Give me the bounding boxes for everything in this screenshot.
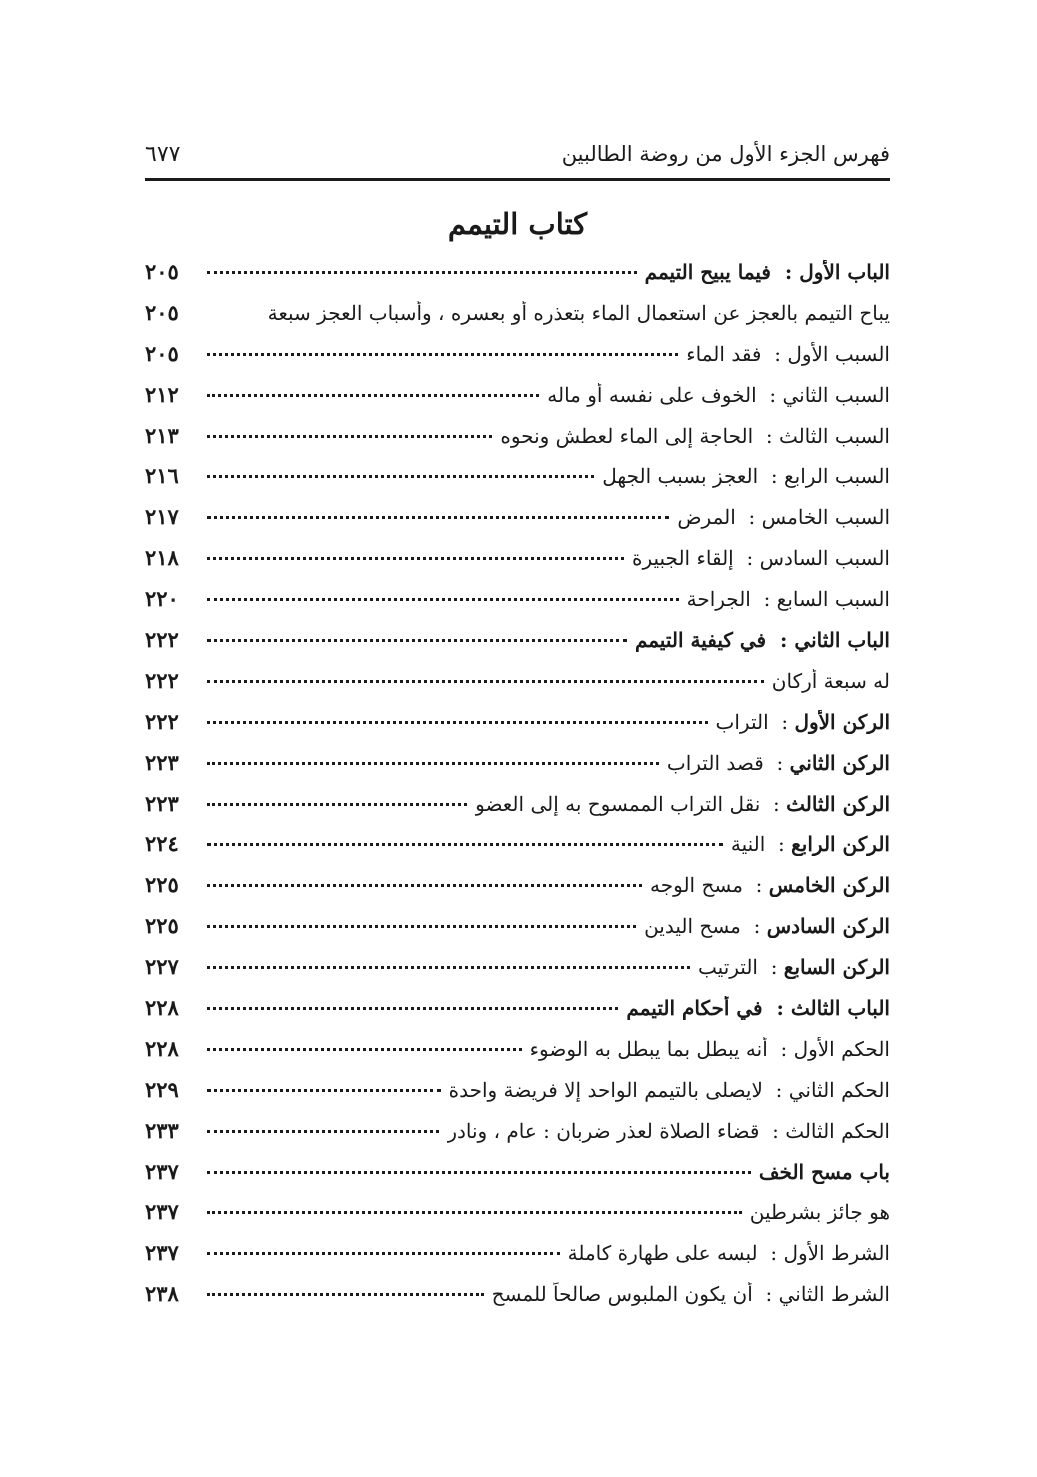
toc-entry-head: الحكم الأول (793, 1036, 890, 1061)
toc-entry-page: ٢٢٨ (145, 1035, 179, 1061)
toc-entry-separator: : (753, 423, 779, 448)
dot-leader (207, 925, 636, 928)
toc-entry-head: السبب الثالث (778, 423, 890, 448)
toc-entry-title (750, 1200, 890, 1224)
toc-entry (145, 586, 890, 627)
toc-entry-text: النية (730, 832, 766, 857)
toc-entry-page: ٢١٦ (145, 463, 179, 489)
dot-leader (207, 1007, 618, 1010)
toc-entry-title (687, 587, 890, 611)
toc-entry (145, 463, 890, 504)
toc-entry (145, 750, 890, 791)
page-number: ٦٧٧ (145, 142, 181, 167)
toc-entry-separator: : (766, 628, 795, 653)
dot-leader (207, 1089, 441, 1092)
toc-entry-title (268, 301, 890, 325)
toc-entry (145, 1240, 890, 1281)
toc-entry-title (500, 424, 890, 448)
toc-entry (145, 913, 890, 954)
running-header-title: فهرس الجزء الأول من روضة الطالبين (561, 142, 890, 166)
toc-entry-title (686, 342, 890, 366)
toc-entry-head: السبب الخامس (761, 505, 890, 530)
dot-leader (207, 598, 679, 601)
toc-entry-text: باب مسح الخف (758, 1159, 890, 1184)
toc-entry-text: أن يكون الملبوس صالحاً للمسح (491, 1282, 753, 1307)
toc-entry-title (449, 1078, 890, 1102)
toc-entry-text: مسح اليدين (644, 914, 741, 939)
toc-entry-separator: : (762, 1077, 789, 1102)
dot-leader (207, 966, 690, 969)
toc-entry-separator: : (767, 1036, 794, 1061)
toc-entry-separator: : (770, 260, 800, 284)
toc-entry-separator: : (757, 1241, 784, 1266)
toc-entry-head: السبب السادس (759, 546, 890, 571)
dot-leader (207, 435, 492, 438)
toc-entry-title (772, 669, 890, 693)
toc-entry (145, 504, 890, 545)
toc-entry (145, 1281, 890, 1322)
toc-entry-title (547, 383, 890, 407)
book-title: كتاب التيمم (447, 207, 588, 241)
toc-entry-page: ٢١٧ (145, 504, 179, 530)
toc-entry-head: السبب الثاني (782, 382, 890, 407)
toc-entry-text: إلقاء الجبيرة (631, 546, 734, 571)
toc-entry-separator: : (750, 587, 777, 612)
toc-entry-title (650, 873, 890, 897)
toc-entry (145, 341, 890, 382)
toc-entry-page: ٢٢٠ (145, 586, 179, 612)
toc-entry-separator: : (733, 546, 760, 571)
toc-entry-title (635, 628, 890, 652)
toc-entry (145, 1077, 890, 1118)
toc-entry (145, 872, 890, 913)
toc-entry-page: ٢٣٨ (145, 1281, 179, 1307)
toc-entry-page: ٢٣٧ (145, 1199, 179, 1225)
toc-entry (145, 954, 890, 995)
toc-entry-head: الركن الثاني (789, 750, 890, 775)
table-of-contents (145, 259, 890, 1322)
toc-entry-title (645, 260, 890, 284)
toc-entry (145, 300, 890, 341)
toc-entry (145, 545, 890, 586)
toc-entry-separator: : (752, 1282, 779, 1307)
toc-entry-page: ٢٠٥ (145, 259, 179, 284)
toc-entry-title (667, 751, 890, 775)
toc-entry (145, 423, 890, 464)
toc-entry-separator: : (759, 1118, 786, 1143)
dot-leader (207, 1130, 439, 1133)
toc-entry-page: ٢٢٢ (145, 667, 179, 693)
toc-entry (145, 831, 890, 872)
toc-entry-text: الجراحة (686, 587, 751, 612)
toc-entry-title (644, 914, 890, 938)
toc-entry-page: ٢٢٣ (145, 790, 179, 816)
toc-entry-head: السبب الرابع (784, 464, 890, 489)
toc-entry-separator: : (765, 832, 792, 857)
toc-entry-title (447, 1119, 890, 1143)
toc-entry-text: هو جائز بشرطين (749, 1200, 890, 1225)
dot-leader (207, 557, 624, 560)
dot-leader (207, 680, 764, 683)
toc-entry-text: لايصلى بالتيمم الواحد إلا فريضة واحدة (448, 1077, 763, 1102)
toc-entry-head: الركن الثالث (786, 791, 890, 816)
toc-entry-head: الركن السادس (766, 914, 890, 939)
toc-entry-text: العجز بسبب الجهل (602, 464, 759, 489)
toc-entry (145, 668, 890, 709)
toc-entry-head: الباب الأول (799, 260, 890, 284)
toc-entry-page: ٢٢٣ (145, 749, 179, 775)
toc-entry (145, 1118, 890, 1159)
toc-entry-page: ٢٣٧ (145, 1158, 179, 1184)
dot-leader (207, 803, 467, 806)
toc-entry-title (626, 996, 890, 1020)
toc-entry-page: ٢١٨ (145, 545, 179, 571)
toc-entry-text: فقد الماء (686, 341, 762, 366)
toc-entry-text: فيما يبيح التيمم (644, 260, 771, 284)
dot-leader (207, 475, 594, 478)
toc-entry-text: أنه يبطل بما يبطل به الوضوء (529, 1036, 768, 1061)
toc-entry-text: له سبعة أركان (771, 668, 890, 693)
toc-entry-text: يباح التيمم بالعجز عن استعمال الماء بتعذره أو بعسره ، وأسباب العجز سبعة (267, 300, 890, 325)
dot-leader (207, 1211, 742, 1214)
toc-entry (145, 791, 890, 832)
toc-entry-text: قضاء الصلاة لعذر ضربان : عام ، ونادر (447, 1118, 760, 1143)
toc-entry-text: لبسه على طهارة كاملة (567, 1241, 758, 1266)
toc-entry-page: ٢٢٢ (145, 627, 179, 653)
toc-entry (145, 995, 890, 1036)
toc-entry-title (568, 1241, 890, 1265)
dot-leader (207, 516, 669, 519)
running-header (145, 138, 890, 178)
toc-entry-text: الخوف على نفسه أو ماله (547, 382, 757, 407)
toc-entry-title (731, 832, 890, 856)
dot-leader (207, 1048, 522, 1051)
toc-entry-separator: : (735, 505, 762, 530)
toc-entry-title (677, 505, 890, 529)
toc-entry-page: ٢٣٧ (145, 1240, 179, 1266)
toc-entry-head: الحكم الثالث (785, 1118, 890, 1143)
toc-entry-head: الركن الرابع (791, 832, 890, 857)
dot-leader (207, 721, 708, 724)
toc-entry-page: ٢٠٥ (145, 340, 179, 366)
toc-entry-separator: : (761, 341, 788, 366)
toc-entry-head: السبب الأول (787, 341, 890, 366)
toc-entry-title (530, 1037, 890, 1061)
toc-entry-title (759, 1160, 890, 1184)
toc-entry-separator: : (760, 791, 787, 816)
toc-entry (145, 1199, 890, 1240)
toc-entry-separator: : (758, 464, 785, 489)
toc-entry-title (602, 464, 890, 488)
toc-entry-page: ٢٢٤ (145, 831, 179, 857)
dot-leader (207, 1171, 751, 1174)
toc-entry-text: التراب (715, 709, 769, 734)
toc-entry-head: الركن السابع (783, 955, 890, 980)
toc-entry-page: ٢٢٧ (145, 954, 179, 980)
toc-entry-title (698, 955, 890, 979)
toc-entry (145, 1036, 890, 1077)
toc-entry-text: الحاجة إلى الماء لعطش ونحوه (500, 423, 754, 448)
toc-entry-separator: : (740, 914, 767, 939)
toc-entry-separator: : (762, 996, 791, 1021)
dot-leader (207, 1252, 560, 1255)
toc-entry-separator: : (742, 873, 769, 898)
toc-entry-page: ٢٢٢ (145, 708, 179, 734)
toc-entry-text: قصد التراب (666, 750, 764, 775)
header-rule (145, 178, 890, 181)
dot-leader (207, 271, 637, 274)
toc-entry-text: في كيفية التيمم (634, 628, 767, 653)
dot-leader (207, 353, 678, 356)
toc-entry-page: ٢٢٥ (145, 913, 179, 939)
toc-entry-title (492, 1282, 890, 1306)
toc-entry-text: الترتيب (698, 955, 758, 980)
toc-entry-title (475, 792, 890, 816)
toc-entry (145, 709, 890, 750)
dot-leader (207, 1293, 484, 1296)
toc-entry-page: ٢٢٨ (145, 995, 179, 1021)
toc-entry-separator: : (768, 709, 795, 734)
toc-entry-head: الشرط الثاني (778, 1282, 890, 1307)
toc-entry-separator: : (756, 382, 783, 407)
toc-entry-separator: : (763, 750, 790, 775)
dot-leader (207, 843, 723, 846)
toc-entry-head: السبب السابع (776, 587, 890, 612)
dot-leader (207, 639, 627, 642)
toc-entry-head: الباب الثالث (790, 996, 890, 1021)
toc-entry-title (716, 710, 890, 734)
toc-entry-head: الحكم الثاني (788, 1077, 890, 1102)
toc-entry-title (632, 546, 890, 570)
toc-entry-page: ٢٢٩ (145, 1076, 179, 1102)
toc-entry (145, 1159, 890, 1200)
toc-entry-page: ٢١٣ (145, 422, 179, 448)
dot-leader (207, 884, 642, 887)
toc-entry-page: ٢٠٥ (145, 299, 179, 325)
toc-entry-text: نقل التراب الممسوح به إلى العضو (475, 791, 761, 816)
toc-entry-head: الباب الثاني (794, 628, 890, 653)
toc-entry (145, 627, 890, 668)
toc-entry-text: مسح الوجه (650, 873, 743, 898)
toc-entry (145, 259, 890, 300)
toc-entry-text: في أحكام التيمم (626, 996, 763, 1021)
toc-entry-page: ٢٣٣ (145, 1117, 179, 1143)
toc-entry-text: المرض (677, 505, 736, 530)
toc-entry-head: الشرط الأول (783, 1241, 890, 1266)
toc-entry-head: الركن الخامس (768, 873, 890, 898)
dot-leader (207, 762, 659, 765)
toc-entry (145, 382, 890, 423)
toc-entry-page: ٢٢٥ (145, 872, 179, 898)
toc-entry-separator: : (757, 955, 784, 980)
dot-leader (207, 394, 539, 397)
toc-entry-page: ٢١٢ (145, 381, 179, 407)
toc-entry-head: الركن الأول (794, 709, 890, 734)
